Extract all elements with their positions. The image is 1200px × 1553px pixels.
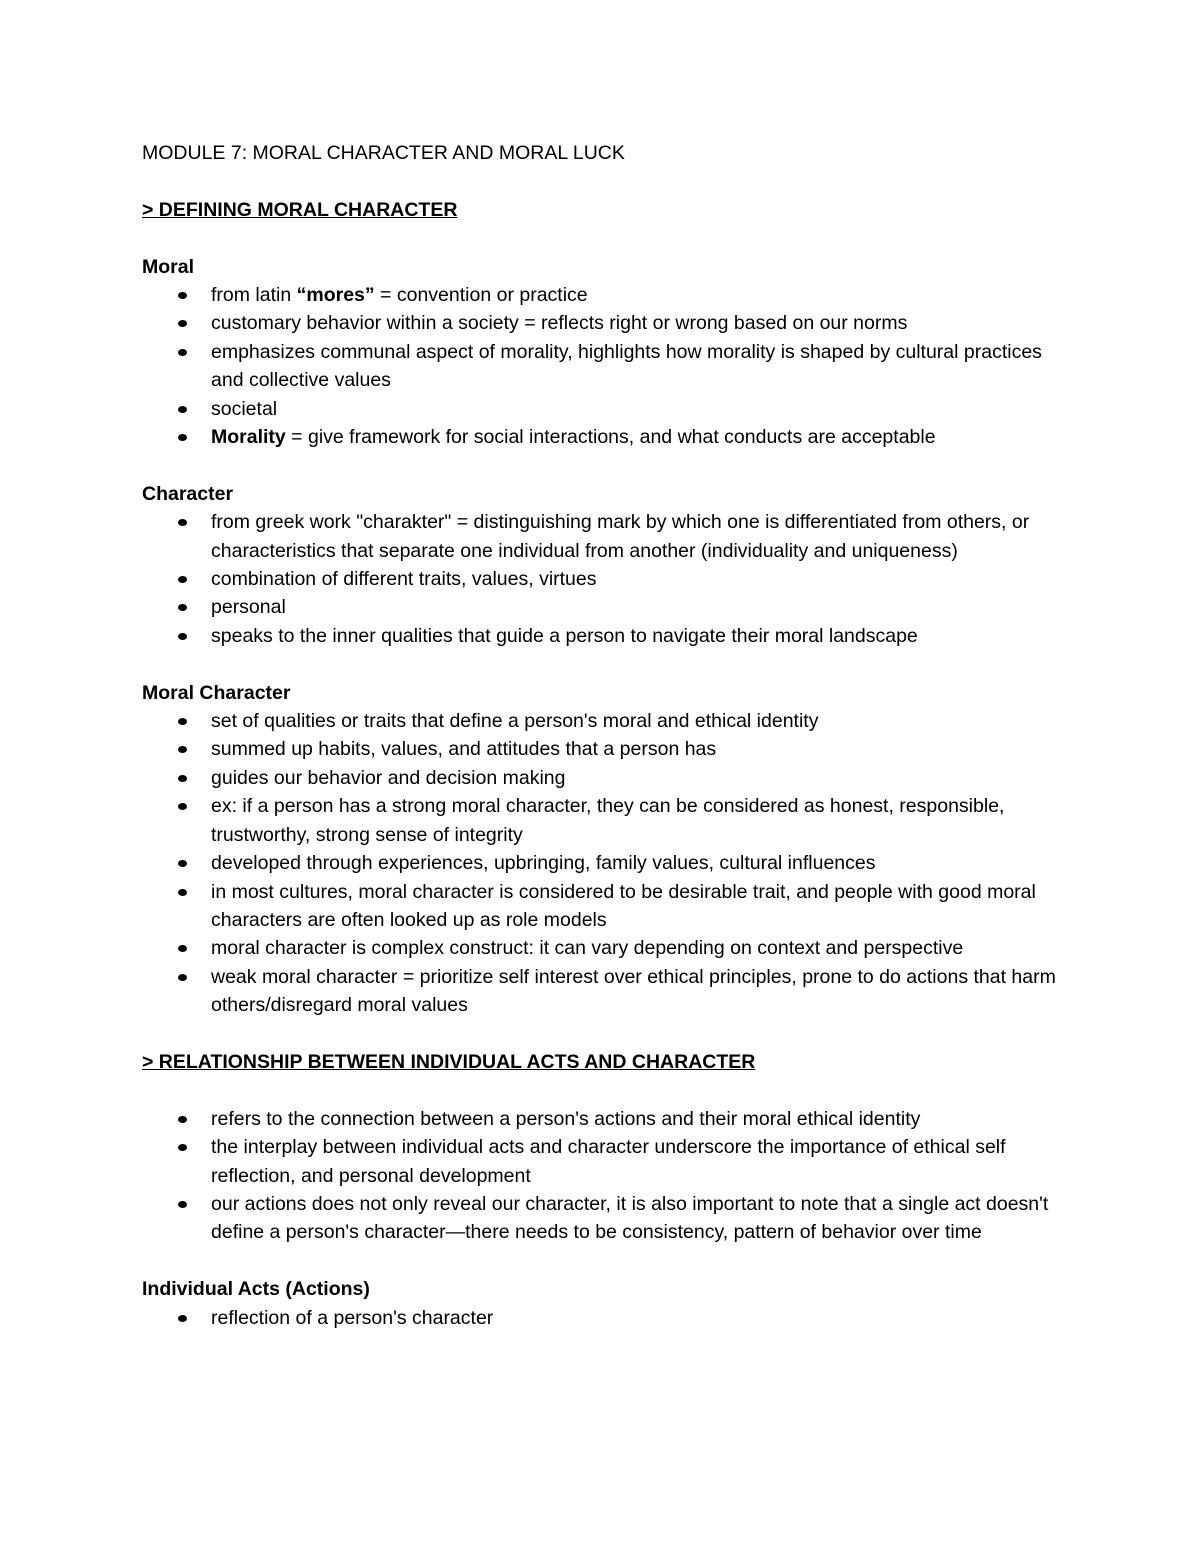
list-item: in most cultures, moral character is considered to be desirable trait, and people with good moral characters are often looked up as role models <box>142 878 1072 935</box>
moral-character-bullet-list <box>142 707 1072 1019</box>
bullet-icon <box>178 746 187 753</box>
list-item: reflection of a person's character <box>142 1304 1072 1332</box>
list-item: societal <box>142 395 1072 423</box>
subheading-moral: Moral <box>142 255 195 278</box>
list-item: guides our behavior and decision making <box>142 764 1072 792</box>
document-page <box>142 139 1072 1332</box>
subheading-moral-character: Moral Character <box>142 681 291 704</box>
term-mores: “mores” <box>296 284 375 306</box>
bullet-icon <box>178 349 187 356</box>
bullet-icon <box>178 576 187 583</box>
bullet-icon <box>178 434 187 441</box>
list-item: ex: if a person has a strong moral character, they can be considered as honest, responsible, trustworthy, strong sense of integrity <box>142 792 1072 849</box>
bullet-icon <box>178 406 187 413</box>
list-item: customary behavior within a society = reflects right or wrong based on our norms <box>142 309 1072 337</box>
character-bullet-list <box>142 508 1072 650</box>
bullet-icon <box>178 604 187 611</box>
subheading-individual-acts: Individual Acts (Actions) <box>142 1278 370 1301</box>
document-title: MODULE 7: MORAL CHARACTER AND MORAL LUCK <box>142 142 625 164</box>
list-item: the interplay between individual acts and character underscore the importance of ethical self reflection, and personal development <box>142 1133 1072 1190</box>
bullet-icon <box>178 945 187 952</box>
list-item: weak moral character = prioritize self interest over ethical principles, prone to do actions that harm others/disregard moral values <box>142 963 1072 1020</box>
list-item: emphasizes communal aspect of morality, highlights how morality is shaped by cultural practices and collective values <box>142 338 1072 395</box>
bullet-icon <box>178 519 187 526</box>
bullet-icon <box>178 1116 187 1123</box>
bullet-icon <box>178 320 187 327</box>
list-item: Morality = give framework for social interactions, and what conducts are acceptable <box>142 423 1072 451</box>
bullet-icon <box>178 633 187 640</box>
bullet-icon <box>178 292 187 299</box>
list-item: from latin “mores” = convention or practice <box>142 281 1072 309</box>
list-item: from greek work "charakter" = distinguishing mark by which one is differentiated from others, or characteristics that separate one individual from another (individuality and uniqueness) <box>142 508 1072 565</box>
bullet-icon <box>178 889 187 896</box>
blank-line <box>142 1076 1072 1104</box>
list-item: moral character is complex construct: it can vary depending on context and perspective <box>142 934 1072 962</box>
bullet-icon <box>178 1144 187 1151</box>
list-item: developed through experiences, upbringing, family values, cultural influences <box>142 849 1072 877</box>
bullet-icon <box>178 1315 187 1322</box>
bullet-icon <box>178 1201 187 1208</box>
subheading-character: Character <box>142 482 234 505</box>
bullet-icon <box>178 718 187 725</box>
list-item: our actions does not only reveal our character, it is also important to note that a single act doesn't define a person's character—there needs to be consistency, pattern of behavior over time <box>142 1190 1072 1247</box>
section-heading-defining-moral-character: > DEFINING MORAL CHARACTER <box>142 198 458 221</box>
term-morality: Morality <box>211 426 286 449</box>
bullet-icon <box>178 775 187 782</box>
moral-bullet-list <box>142 281 1072 451</box>
bullet-icon <box>178 860 187 867</box>
relationship-bullet-list <box>142 1105 1072 1247</box>
list-item: set of qualities or traits that define a person's moral and ethical identity <box>142 707 1072 735</box>
list-item: refers to the connection between a person's actions and their moral ethical identity <box>142 1105 1072 1133</box>
bullet-icon <box>178 803 187 810</box>
list-item: speaks to the inner qualities that guide a person to navigate their moral landscape <box>142 622 1072 650</box>
individual-acts-bullet-list <box>142 1304 1072 1332</box>
bullet-icon <box>178 974 187 981</box>
list-item: personal <box>142 593 1072 621</box>
list-item: combination of different traits, values, virtues <box>142 565 1072 593</box>
list-item: summed up habits, values, and attitudes that a person has <box>142 735 1072 763</box>
section-heading-relationship: > RELATIONSHIP BETWEEN INDIVIDUAL ACTS AND CHARACTER <box>142 1050 756 1073</box>
